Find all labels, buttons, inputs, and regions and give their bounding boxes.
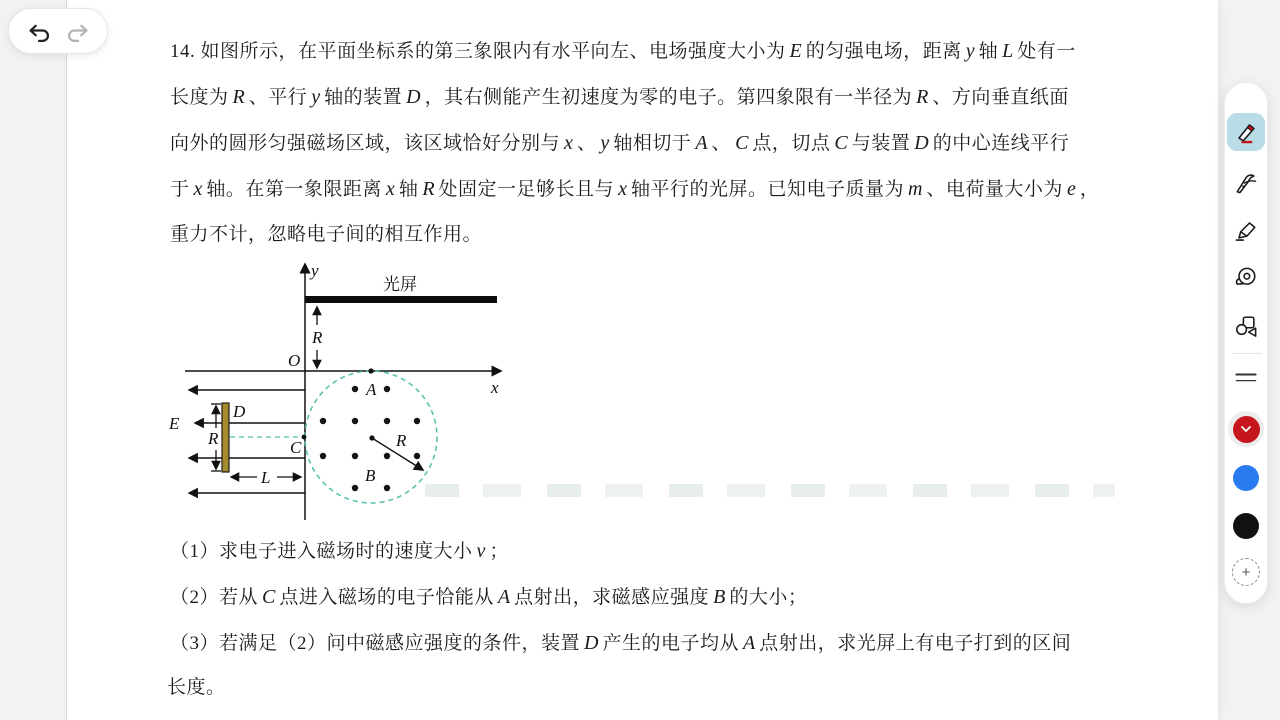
pen-tool-button[interactable]: [1227, 113, 1265, 151]
point-c-label: C: [290, 438, 302, 457]
device-length-r-label: R: [208, 429, 219, 448]
fountain-pen-tool-button[interactable]: [1232, 169, 1260, 197]
e-field-label: E: [169, 414, 180, 433]
screen-distance-r-label: R: [312, 328, 323, 347]
problem-text-line-2: 长度为 R 、平行 y 轴的装置 D ，其右侧能产生初速度为零的电子。第四象限有一半径为 R 、方向垂直纸面: [170, 86, 1069, 108]
problem-text-line-5: 重力不计，忽略电子间的相互作用。: [170, 224, 483, 245]
annotation-toolbar: [1224, 82, 1268, 604]
y-axis-label: y: [311, 261, 319, 280]
add-color-button[interactable]: [1232, 558, 1260, 586]
problem-text-line-1: 14. 如图所示，在平面坐标系的第三象限内有水平向左、电场强度大小为 E 的匀强电场，距离 y 轴 L 处有一: [170, 40, 1076, 62]
color-swatch-blue[interactable]: [1233, 465, 1259, 491]
light-screen-bar: [305, 296, 497, 303]
red-color-circle: [1233, 416, 1260, 443]
question-3: （3）若满足（2）问中磁感应强度的条件，装置 D 产生的电子均从 A 点射出，求光屏上有电子打到的区间: [170, 632, 1072, 654]
toolbar-divider: [1232, 353, 1262, 354]
question-3-continued: 长度。: [167, 677, 226, 698]
x-axis-label: x: [491, 378, 499, 397]
faint-highlight-artifact: [425, 484, 1115, 497]
plus-icon: +: [1241, 563, 1251, 581]
point-b-label: B: [365, 466, 376, 485]
tape-tool-button[interactable]: [1232, 264, 1260, 292]
undo-icon: [24, 16, 54, 46]
chevron-down-icon: [1240, 425, 1252, 433]
pen-icon: [1232, 118, 1260, 146]
shapes-icon: [1232, 312, 1260, 340]
stroke-width-button[interactable]: [1232, 364, 1260, 392]
field-dots: [302, 368, 421, 491]
shapes-tool-button[interactable]: [1232, 312, 1260, 340]
distance-l-label: L: [261, 468, 271, 487]
question-2: （2）若从 C 点进入磁场的电子恰能从 A 点射出，求磁感应强度 B 的大小；: [170, 586, 808, 608]
question-1: （1）求电子进入磁场时的速度大小 v ；: [170, 540, 509, 562]
device-d-label: D: [233, 402, 246, 421]
circle-radius-label: R: [396, 431, 407, 450]
device-d-bar: [222, 403, 229, 472]
figure-svg: [165, 250, 517, 528]
highlighter-icon: [1232, 216, 1260, 244]
stroke-width-icon: [1232, 364, 1260, 392]
problem-text-line-4: 于 x 轴。在第一象限距离 x 轴 R 处固定一足够长且与 x 轴平行的光屏。已知电子质量为 m 、电荷量大小为 e ，: [170, 178, 1100, 200]
undo-button[interactable]: [22, 14, 56, 48]
color-swatch-black[interactable]: [1233, 513, 1259, 539]
color-swatch-red[interactable]: [1228, 411, 1264, 447]
physics-figure: [165, 250, 517, 533]
redo-button[interactable]: [61, 14, 95, 48]
fountain-pen-icon: [1232, 169, 1260, 197]
light-screen-label: 光屏: [383, 275, 417, 294]
point-a-label: A: [366, 380, 377, 399]
highlighter-tool-button[interactable]: [1232, 216, 1260, 244]
problem-text-line-3: 向外的圆形匀强磁场区域，该区域恰好分别与 x 、 y 轴相切于 A 、 C 点，切点 C 与装置 D 的中心连线平行: [170, 132, 1070, 154]
tape-icon: [1232, 264, 1260, 292]
undo-redo-toolbar: [8, 8, 108, 54]
origin-label: O: [288, 351, 301, 370]
redo-icon: [63, 16, 93, 46]
